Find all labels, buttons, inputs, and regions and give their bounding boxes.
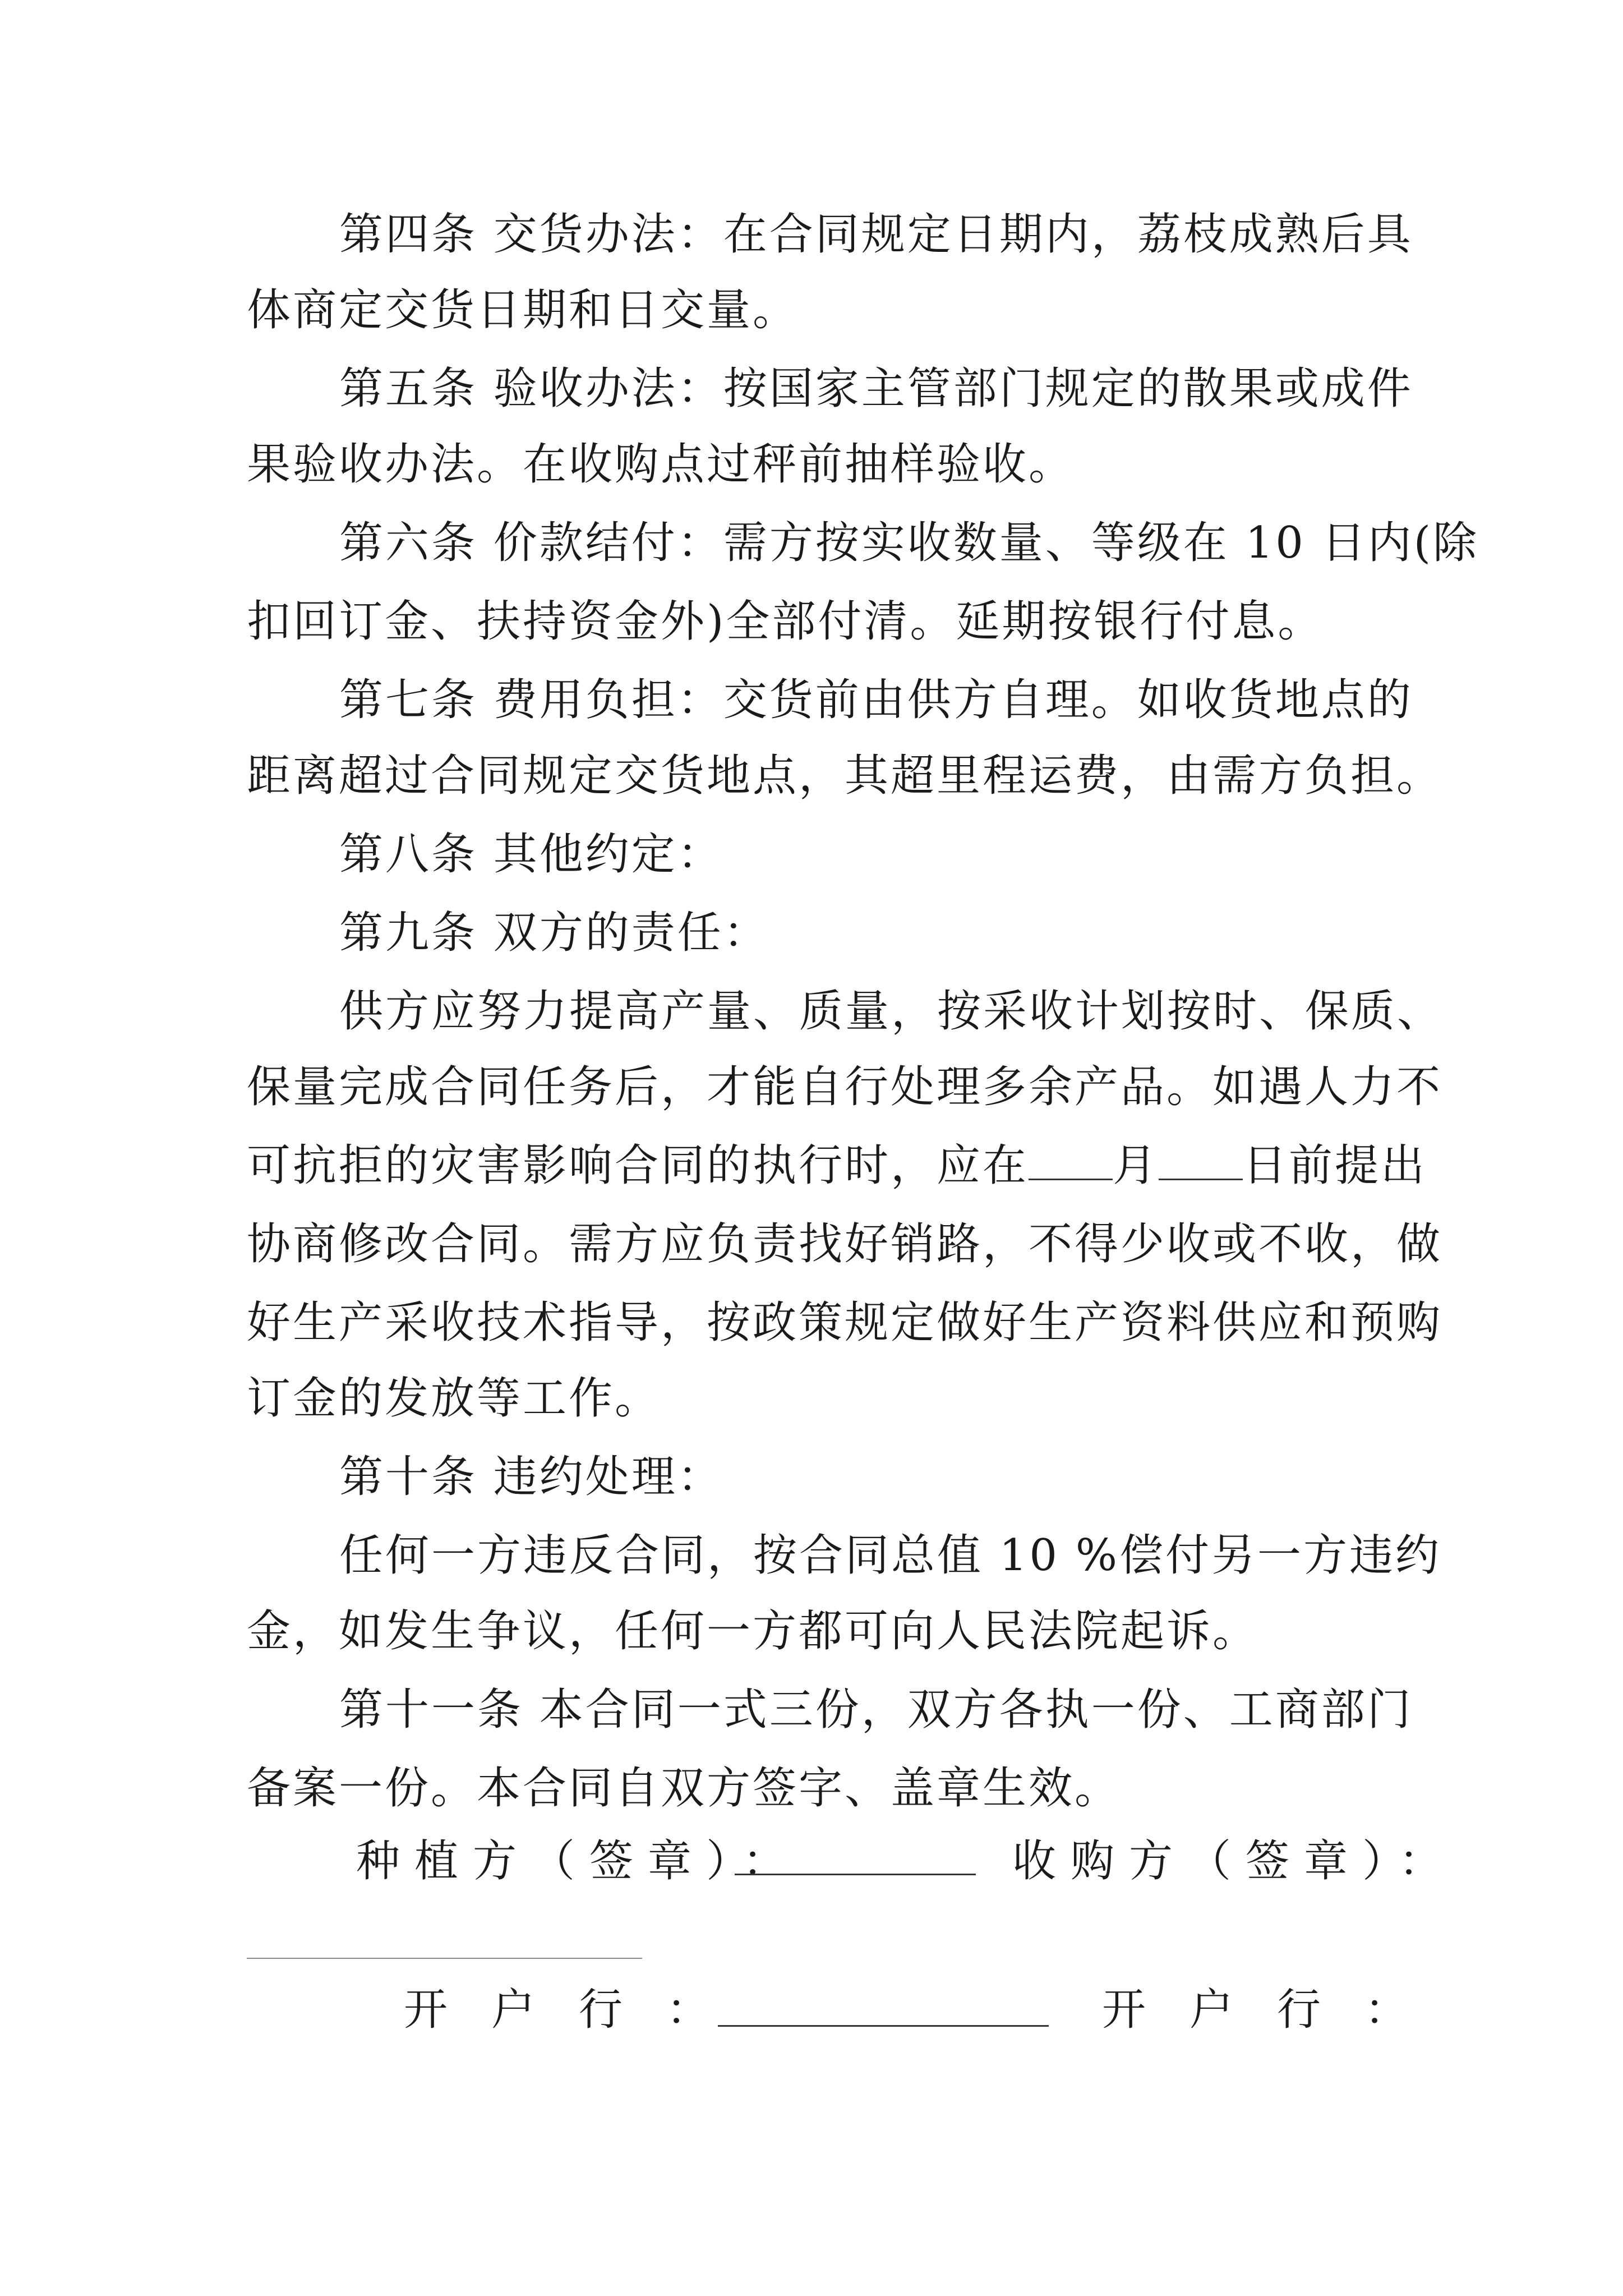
buyer-bank-label: 开户行：: [1102, 1985, 1453, 2035]
article-9-body-line-2: 保量完成合同任务后，才能自行处理多余产品。如遇人力不: [247, 1062, 1443, 1112]
article-10-body-line-2: 金，如发生争议，任何一方都可向人民法院起诉。: [247, 1606, 1259, 1657]
deadline-text-after: 日前提出: [1243, 1140, 1427, 1191]
buyer-signature-label: 收购方（签章）：: [1012, 1836, 1458, 1887]
day-blank[interactable]: [1159, 1145, 1243, 1180]
article-8-heading: 第八条 其他约定：: [339, 829, 723, 880]
article-5-line-2: 果验收办法。在收购点过秤前抽样验收。: [247, 439, 1075, 490]
article-10-heading: 第十条 违约处理：: [339, 1452, 723, 1502]
article-9-body-line-5: 好生产采收技术指导，按政策规定做好生产资料供应和预购: [247, 1297, 1443, 1348]
article-9-body-line-6: 订金的发放等工作。: [247, 1373, 661, 1424]
article-10-body-line-1: 任何一方违反合同，按合同总值 10 %偿付另一方违约: [339, 1530, 1441, 1581]
article-7-line-2: 距离超过合同规定交货地点，其超里程运费，由需方负担。: [247, 751, 1443, 801]
planter-signature-blank[interactable]: [735, 1874, 976, 1875]
separator-rule: [247, 1958, 642, 1959]
month-blank[interactable]: [1029, 1145, 1113, 1180]
article-4-line-1: 第四条 交货办法：在合同规定日期内，荔枝成熟后具: [339, 209, 1413, 260]
article-9-body-line-3: [247, 1139, 1427, 1193]
article-11-line-2: 备案一份。本合同自双方签字、盖章生效。: [247, 1763, 1121, 1814]
article-6-line-2: 扣回订金、扶持资金外)全部付清。延期按银行付息。: [247, 596, 1324, 647]
article-7-line-1: 第七条 费用负担：交货前由供方自理。如收货地点的: [339, 675, 1413, 725]
article-9-heading: 第九条 双方的责任：: [339, 908, 769, 958]
planter-bank-blank[interactable]: [718, 2025, 1049, 2027]
planter-signature-label: 种植方（签章）：: [356, 1836, 801, 1887]
deadline-text-before: 可抗拒的灾害影响合同的执行时，应在: [247, 1140, 1029, 1191]
planter-bank-label: 开户行：: [404, 1985, 754, 2035]
article-9-body-line-4: 协商修改合同。需方应负责找好销路，不得少收或不收，做: [247, 1219, 1443, 1269]
article-6-line-1: 第六条 价款结付：需方按实收数量、等级在 10 日内(除: [339, 518, 1479, 568]
article-5-line-1: 第五条 验收办法：按国家主管部门规定的散果或成件: [339, 364, 1413, 414]
article-4-line-2: 体商定交货日期和日交量。: [247, 285, 799, 335]
article-11-line-1: 第十一条 本合同一式三份，双方各执一份、工商部门: [339, 1685, 1413, 1735]
deadline-text-month: 月: [1113, 1140, 1159, 1191]
article-9-body-line-1: 供方应努力提高产量、质量，按采收计划按时、保质、: [339, 986, 1444, 1037]
